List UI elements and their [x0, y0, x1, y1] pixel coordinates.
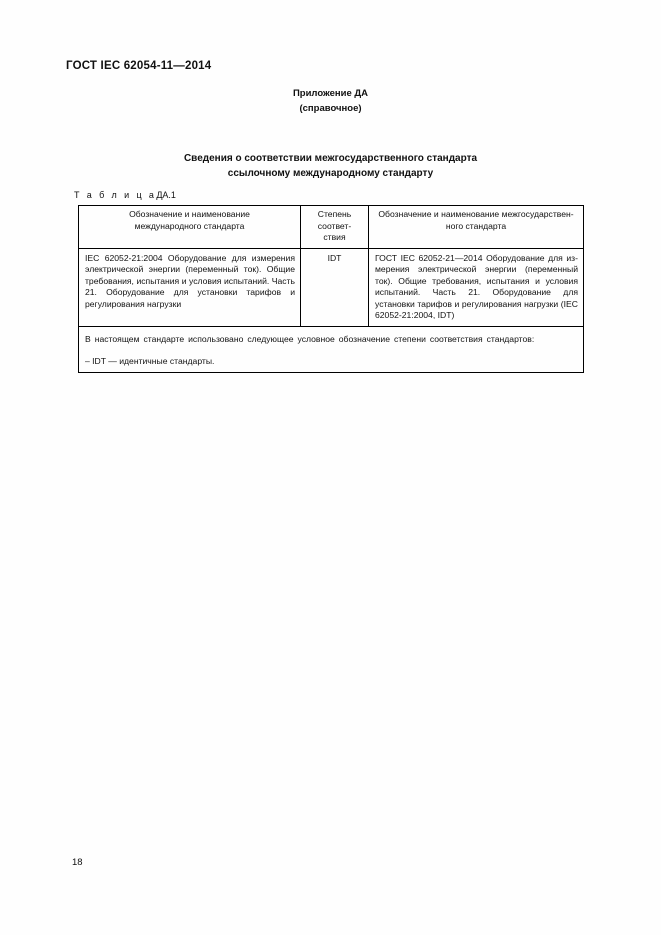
table-note-row [79, 327, 584, 373]
header-international-line-2: международного стандарта [134, 220, 245, 231]
header-interstate-line-2: ного стандарта [445, 220, 507, 231]
cell-interstate-standard [369, 248, 584, 327]
header-interstate-line-1: Обозначение и наименование межгосударствен- [378, 209, 574, 219]
header-international-line-1: Обозначение и наименование [129, 209, 250, 219]
running-head: ГОСТ IEC 62054-11—2014 [66, 60, 212, 72]
interstate-standard-text: ГОСТ IEC 62052-21—2014 Оборудование для измерения электрической энергии (переменный ток). Общие требования, испытания и условия испытаний. Часть 21. Оборудование для установки тарифов и регулирования нагрузки (IEC 62052-21:2004, IDT) [375, 252, 578, 321]
header-degree-line-3: ствия [323, 232, 346, 242]
degree-value: IDT [327, 252, 342, 263]
table-header-interstate [369, 206, 584, 249]
cell-table-note [79, 327, 584, 373]
table-header-international [79, 206, 301, 249]
table-note-line-1: В настоящем стандарте использовано следующее условное обозначение степени соответствия стандартов: [85, 334, 535, 345]
international-standard-text: IEC 62052-21:2004 Оборудование для измерения электрической энергии (переменный ток). Общие требования, испытания и условия испытаний. Часть 21. Оборудование для установки тарифов и регулирования нагрузки [85, 252, 295, 309]
annex-label: Приложение ДА [292, 88, 369, 99]
table-header-degree [301, 206, 369, 249]
page-title-line-1: Сведения о соответствии межгосударственного стандарта [183, 153, 478, 164]
header-degree-line-2: соответ- [317, 220, 352, 231]
table-note [79, 327, 583, 372]
correspondence-table [78, 205, 584, 373]
table-caption [74, 190, 176, 200]
table-caption-number: ДА.1 [156, 190, 176, 200]
table-header-row [79, 206, 584, 249]
annex-heading [0, 86, 661, 116]
page-title [0, 152, 661, 181]
page-title-line-2: ссылочному международному стандарту [227, 167, 434, 179]
annex-kind: (справочное) [299, 103, 362, 114]
cell-international-standard [79, 248, 301, 327]
table-note-line-2: – IDT — идентичные стандарты. [85, 355, 215, 366]
table-caption-word: Т а б л и ц а [74, 190, 157, 200]
table-row [79, 248, 584, 327]
cell-degree-of-correspondence [301, 248, 369, 327]
page-number: 18 [72, 857, 83, 868]
header-degree-line-1: Степень [317, 209, 352, 219]
